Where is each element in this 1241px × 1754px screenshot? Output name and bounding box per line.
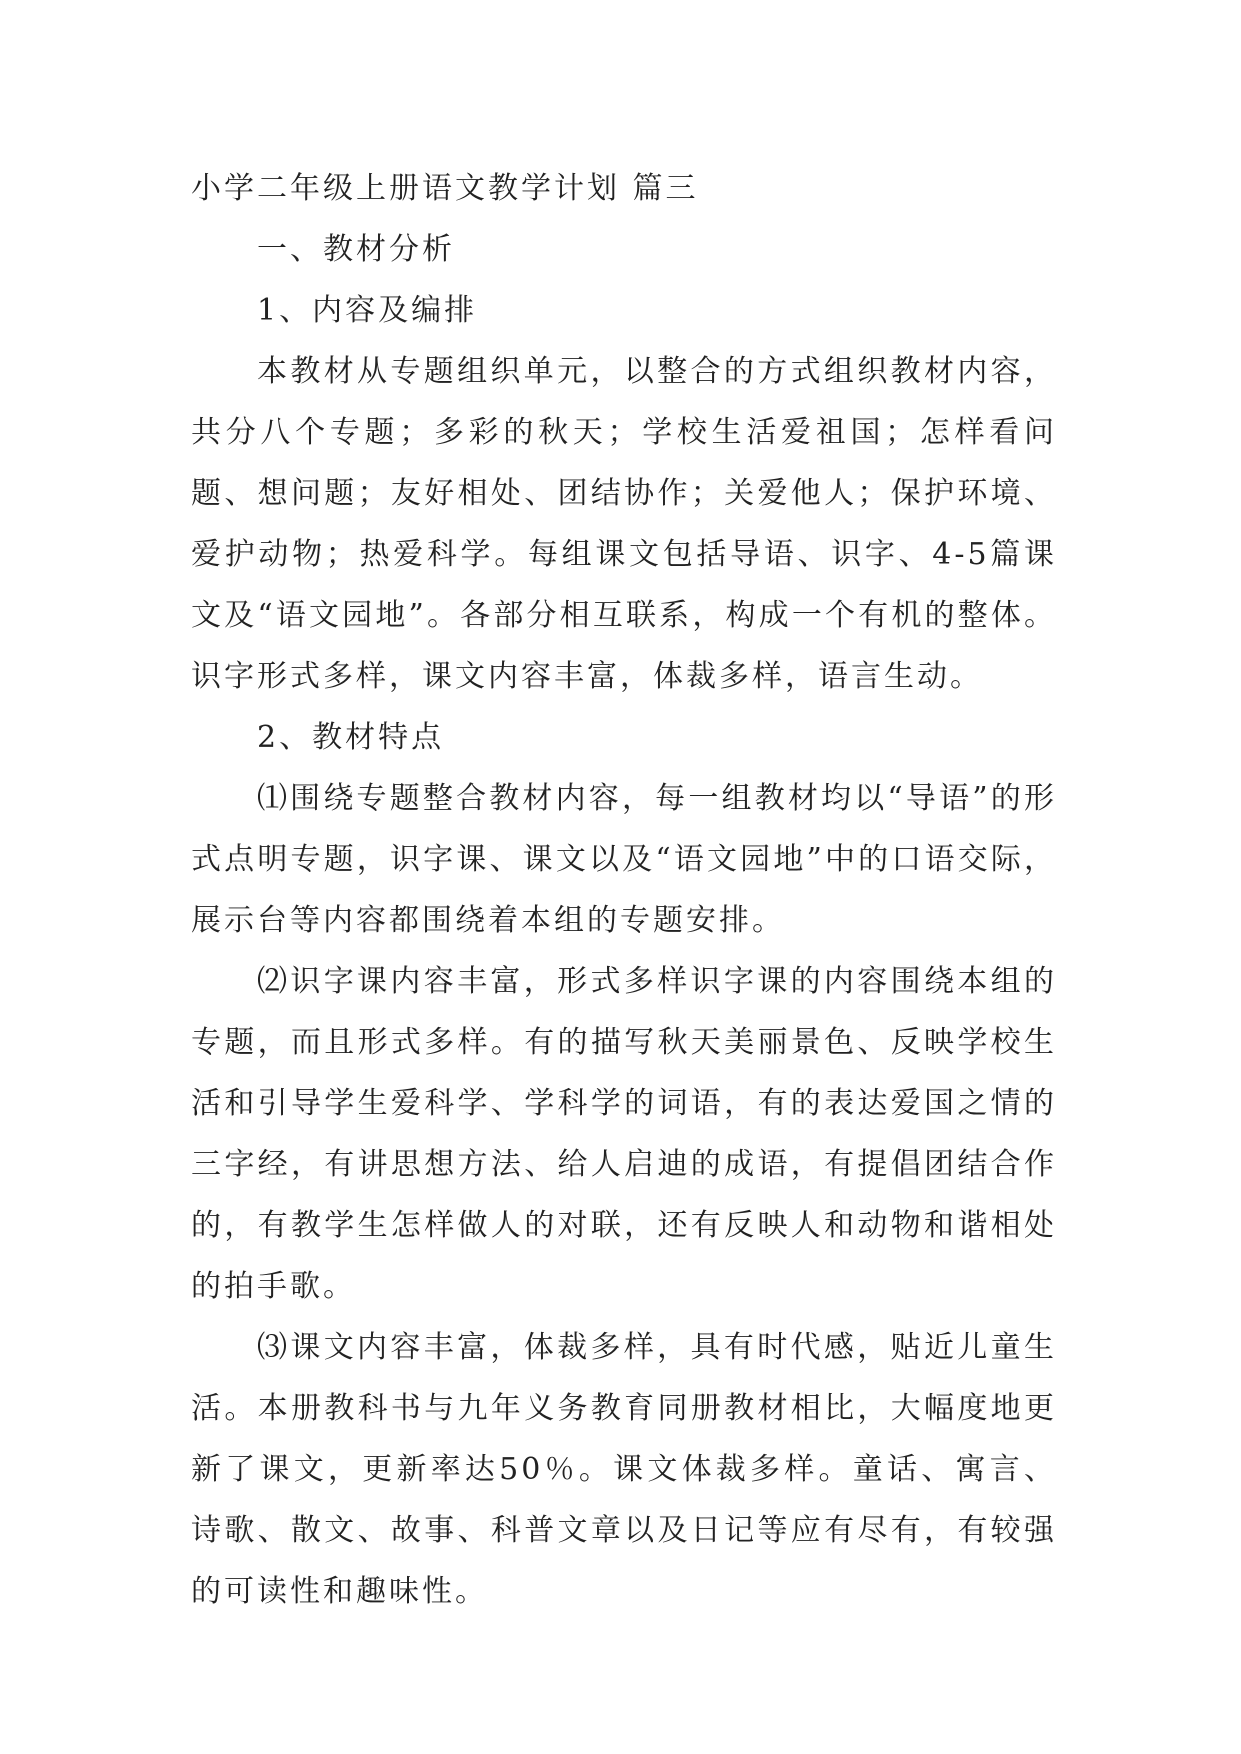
section-heading-textbook-analysis: 一、教材分析: [257, 232, 455, 267]
subheading-content-arrangement: 1、内容及编排: [257, 293, 478, 328]
document-body: [191, 158, 1057, 1622]
paragraph-feature-1: ⑴围绕专题整合教材内容，每一组教材均以“导语”的形式点明专题，识字课、课文以及“语文园地”中的口语交际，展示台等内容都围绕着本组的专题安排。: [191, 781, 1057, 938]
subheading-textbook-features: 2、教材特点: [257, 720, 445, 755]
document-title: 小学二年级上册语文教学计划 篇三: [191, 171, 699, 206]
paragraph-content-arrangement: 本教材从专题组织单元，以整合的方式组织教材内容，共分八个专题；多彩的秋天；学校生活爱祖国；怎样看问题、想问题；友好相处、团结协作；关爱他人；保护环境、爱护动物；热爱科学。每组课文包括导语、识字、4-5篇课文及“语文园地”。各部分相互联系，构成一个有机的整体。识字形式多样，课文内容丰富，体裁多样，语言生动。: [191, 354, 1057, 694]
paragraph-feature-3: ⑶课文内容丰富，体裁多样，具有时代感，贴近儿童生活。本册教科书与九年义务教育同册教材相比，大幅度地更新了课文，更新率达50％。课文体裁多样。童话、寓言、诗歌、散文、故事、科普文章以及日记等应有尽有，有较强的可读性和趣味性。: [191, 1330, 1057, 1609]
paragraph-feature-2: ⑵识字课内容丰富，形式多样识字课的内容围绕本组的专题，而且形式多样。有的描写秋天美丽景色、反映学校生活和引导学生爱科学、学科学的词语，有的表达爱国之情的三字经，有讲思想方法、给人启迪的成语，有提倡团结合作的，有教学生怎样做人的对联，还有反映人和动物和谐相处的拍手歌。: [191, 964, 1057, 1304]
